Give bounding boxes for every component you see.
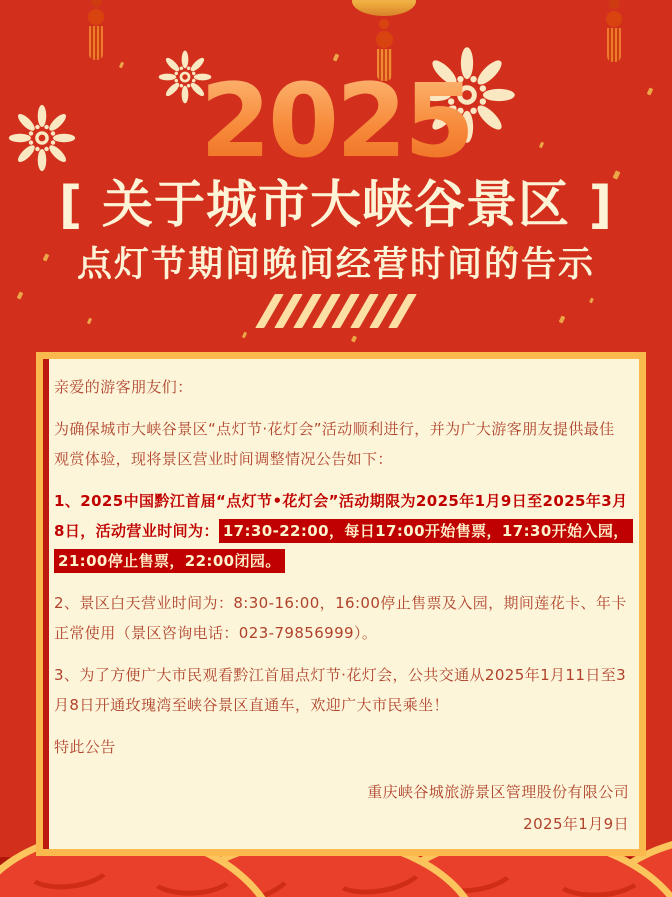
notice-item-1 xyxy=(54,486,629,576)
tassel-icon xyxy=(606,0,622,62)
operating-hours-highlight: 17:30-22:00，每日17:00开始售票，17:30开始入园，21:00停止售票，22:00闭园。 xyxy=(54,519,633,573)
page-subtitle: 点灯节期间晚间经营时间的告示 xyxy=(76,245,595,285)
notice-item-2: 2、景区白天营业时间为：8:30-16:00，16:00停止售票及入园，期间莲花卡、年卡正常使用（景区咨询电话：023-79856999）。 xyxy=(54,594,627,642)
sparkle-icon xyxy=(242,332,247,339)
closing-text: 特此公告 xyxy=(54,738,116,756)
sparkle-icon xyxy=(333,53,340,61)
intro-text: 为确保城市大峡谷景区“点灯节·花灯会”活动顺利进行，并为广大游客朋友提供最佳观赏体验，现将景区营业时间调整情况公告如下： xyxy=(54,420,615,468)
sparkle-icon xyxy=(351,335,357,342)
signature-block xyxy=(54,776,629,840)
notice-item-1-lead: 1、2025中国黔江首届“点灯节•花灯会”活动期限为2025年1月9日至2025年3月8日，活动营业时间为： xyxy=(54,492,628,540)
notice-date: 2025年1月9日 xyxy=(523,815,629,833)
notice-body xyxy=(49,359,639,849)
sparkle-icon xyxy=(119,62,124,69)
notice-card xyxy=(36,352,646,856)
greeting-text: 亲爱的游客朋友们： xyxy=(54,378,193,396)
tassel-icon xyxy=(88,0,104,60)
company-signature: 重庆峡谷城旅游景区管理股份有限公司 xyxy=(367,783,629,801)
page-title: [ 关于城市大峡谷景区 ] xyxy=(58,176,614,235)
slashes-decoration xyxy=(0,294,672,330)
notice-item-3: 3、为了方便广大市民观看黔江首届点灯节·花灯会，公共交通从2025年1月11日至3月8日开通玫瑰湾至峡谷景区直通车，欢迎广大市民乘坐！ xyxy=(54,666,627,714)
year-text: 2025 xyxy=(200,62,472,181)
